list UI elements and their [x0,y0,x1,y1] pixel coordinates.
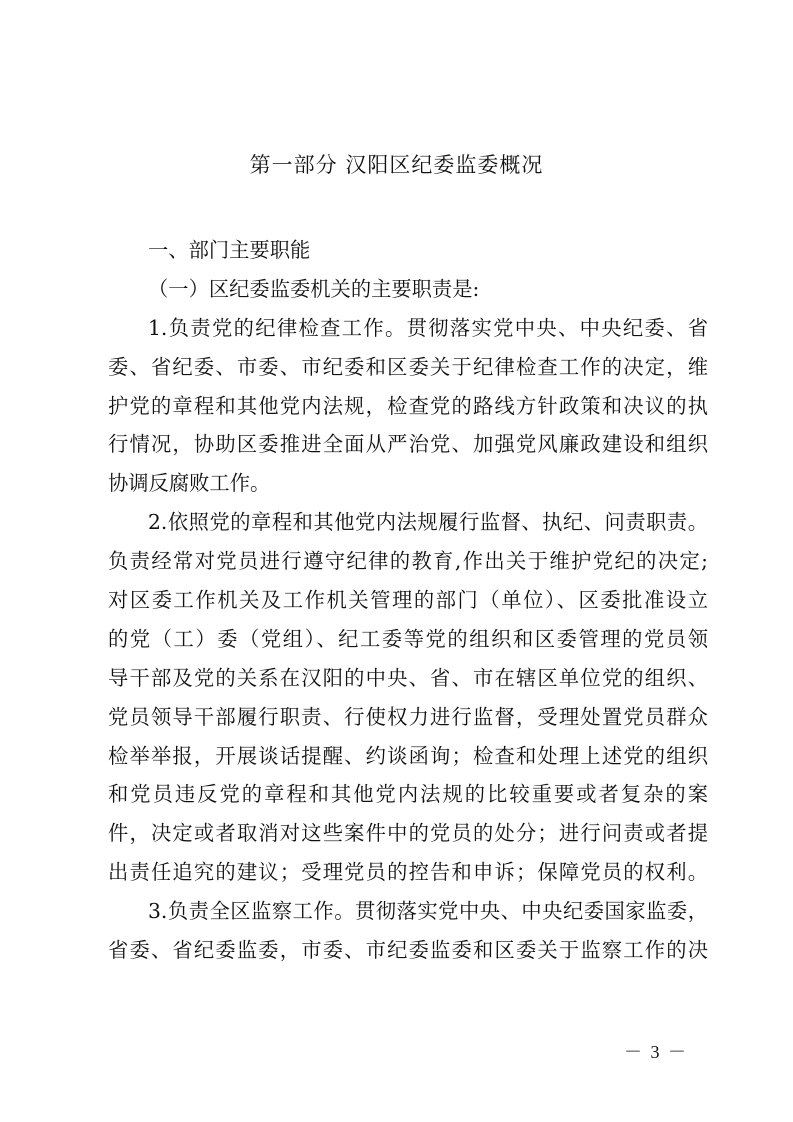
paragraph-line: 导干部及党的关系在汉阳的中央、省、市在辖区单位党的组织、 [108,665,708,690]
paragraph-line: 负责经常对党员进行遵守纪律的教育,作出关于维护党纪的决定; [108,549,708,574]
document-body [108,231,708,970]
paragraph-line: 2.依照党的章程和其他党内法规履行监督、执纪、问责职责。 [148,510,708,535]
paragraph-line: 党员领导干部履行职责、行使权力进行监督，受理处置党员群众 [108,704,708,729]
paragraph-line: 1.负责党的纪律检查工作。贯彻落实党中央、中央纪委、省 [148,315,708,340]
paragraph-line: 协调反腐败工作。 [108,471,271,496]
document-title: 第一部分 汉阳区纪委监委概况 [249,153,544,177]
paragraph-line: 3.负责全区监察工作。贯彻落实党中央、中央纪委国家监委， [148,899,708,924]
subsection-heading: （一）区纪委监委机关的主要职责是: [148,276,480,301]
paragraph-line: 委、省纪委、市委、市纪委和区委关于纪律检查工作的决定，维 [108,354,708,379]
paragraph-line: 省委、省纪委监委，市委、市纪委监委和区委关于监察工作的决 [108,938,708,963]
paragraph-line: 出责任追究的建议；受理党员的控告和申诉；保障党员的权利。 [108,860,708,885]
paragraph-line: 行情况，协助区委推进全面从严治党、加强党风廉政建设和组织 [108,432,708,457]
page-number: － 3 － [624,1042,688,1062]
paragraph-line: 对区委工作机关及工作机关管理的部门（单位）、区委批准设立 [108,588,708,613]
section-heading: 一、部门主要职能 [148,238,311,262]
paragraph-line: 件，决定或者取消对这些案件中的党员的处分；进行问责或者提 [108,821,708,846]
paragraph-line: 的党（工）委（党组）、纪工委等党的组织和区委管理的党员领 [108,626,708,651]
paragraph-line: 和党员违反党的章程和其他党内法规的比较重要或者复杂的案 [108,782,708,807]
paragraph-line: 检举举报，开展谈话提醒、约谈函询；检查和处理上述党的组织 [108,743,708,768]
paragraph-line: 护党的章程和其他党内法规，检查党的路线方针政策和决议的执 [108,393,708,418]
